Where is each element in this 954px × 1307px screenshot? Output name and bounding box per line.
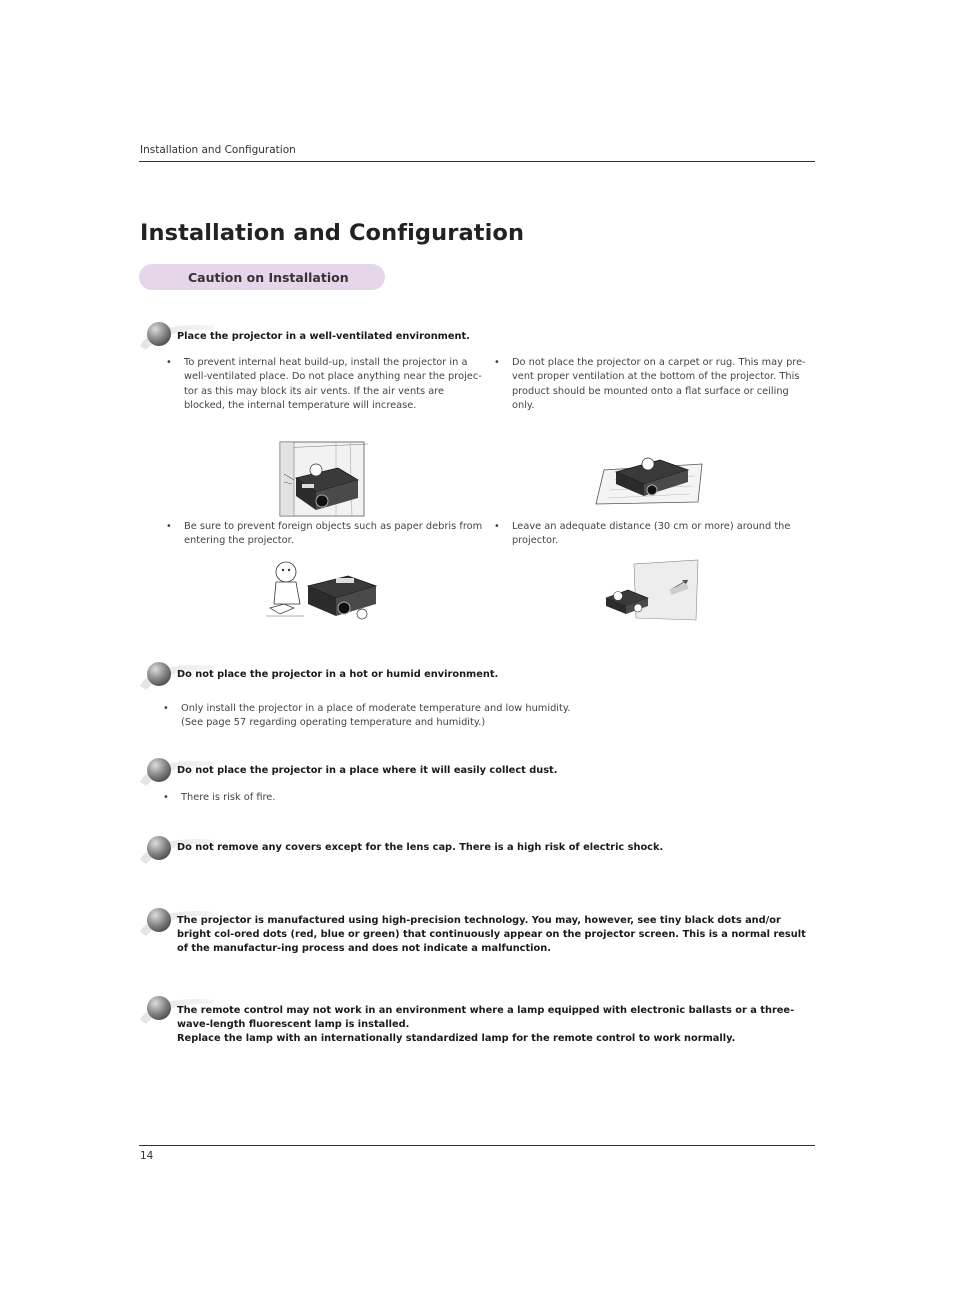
section-banner	[139, 264, 385, 290]
bullet-heat-buildup	[166, 356, 482, 414]
bullet-text: Only install the projector in a place of moderate temperature and low humidity. (See page 57 regarding operating temperature and humidity.)	[181, 703, 571, 729]
projector-near-wall-illustration	[276, 438, 370, 520]
footer-rule	[139, 1145, 815, 1146]
bullet-fire-risk	[163, 791, 481, 805]
bullet-text: Leave an adequate distance (30 cm or more) around the projector.	[512, 521, 791, 547]
section-label: Caution on Installation	[188, 270, 349, 285]
bullet-text: Be sure to prevent foreign objects such as paper debris from entering the projector.	[184, 521, 483, 547]
header-rule	[139, 161, 815, 162]
item-heading-covers: Do not remove any covers except for the lens cap. There is a high risk of electric shock.	[177, 842, 664, 853]
item-heading-precision-dots: The projector is manufactured using high-precision technology. You may, however, see tiny black dots and/or bright col-ored dots (red, blue or green) that continuously appear on the projector screen. This is a normal result of the manufactur-ing process and does not indicate a malfunction.	[177, 915, 806, 954]
bullet-distance	[494, 520, 810, 549]
item-heading-ventilation: Place the projector in a well-ventilated environment.	[177, 331, 470, 342]
bullet-dot: •	[494, 521, 500, 532]
bullet-text: There is risk of fire.	[181, 792, 276, 803]
page-number: 14	[140, 1150, 154, 1162]
projector-distance-illustration	[602, 560, 700, 622]
bullet-dot: •	[166, 521, 172, 532]
item-heading-replace-lamp: Replace the lamp with an internationally standardized lamp for the remote control to work normally.	[177, 1033, 736, 1044]
bullet-dot: •	[163, 703, 169, 714]
bullet-moderate-temperature	[163, 702, 573, 731]
bullet-text: To prevent internal heat build-up, install the projector in a well-ventilated place. Do not place anything near the projec-tor as this may block its air vents. If the air vents are blocked, the internal temperature will increase.	[184, 357, 482, 412]
bullet-text: Do not place the projector on a carpet or rug. This may pre-vent proper ventilation at the bottom of the projector. This product should be mounted onto a flat surface or ceiling only.	[512, 357, 806, 412]
bullet-dot: •	[166, 357, 172, 368]
bullet-dot: •	[163, 792, 169, 803]
item-heading-hot-humid: Do not place the projector in a hot or humid environment.	[177, 669, 499, 680]
item-heading-dust: Do not place the projector in a place where it will easily collect dust.	[177, 765, 558, 776]
running-header: Installation and Configuration	[140, 144, 296, 156]
projector-on-carpet-illustration	[594, 452, 706, 510]
bullet-foreign-objects	[166, 520, 486, 549]
page-title: Installation and Configuration	[140, 220, 525, 246]
bullet-carpet	[494, 356, 810, 414]
item-heading-remote-control: The remote control may not work in an environment where a lamp equipped with electronic ballasts or a three-wave-length fluorescent lamp is installed.	[177, 1005, 795, 1030]
paper-debris-illustration	[264, 558, 384, 622]
bullet-dot: •	[494, 357, 500, 368]
